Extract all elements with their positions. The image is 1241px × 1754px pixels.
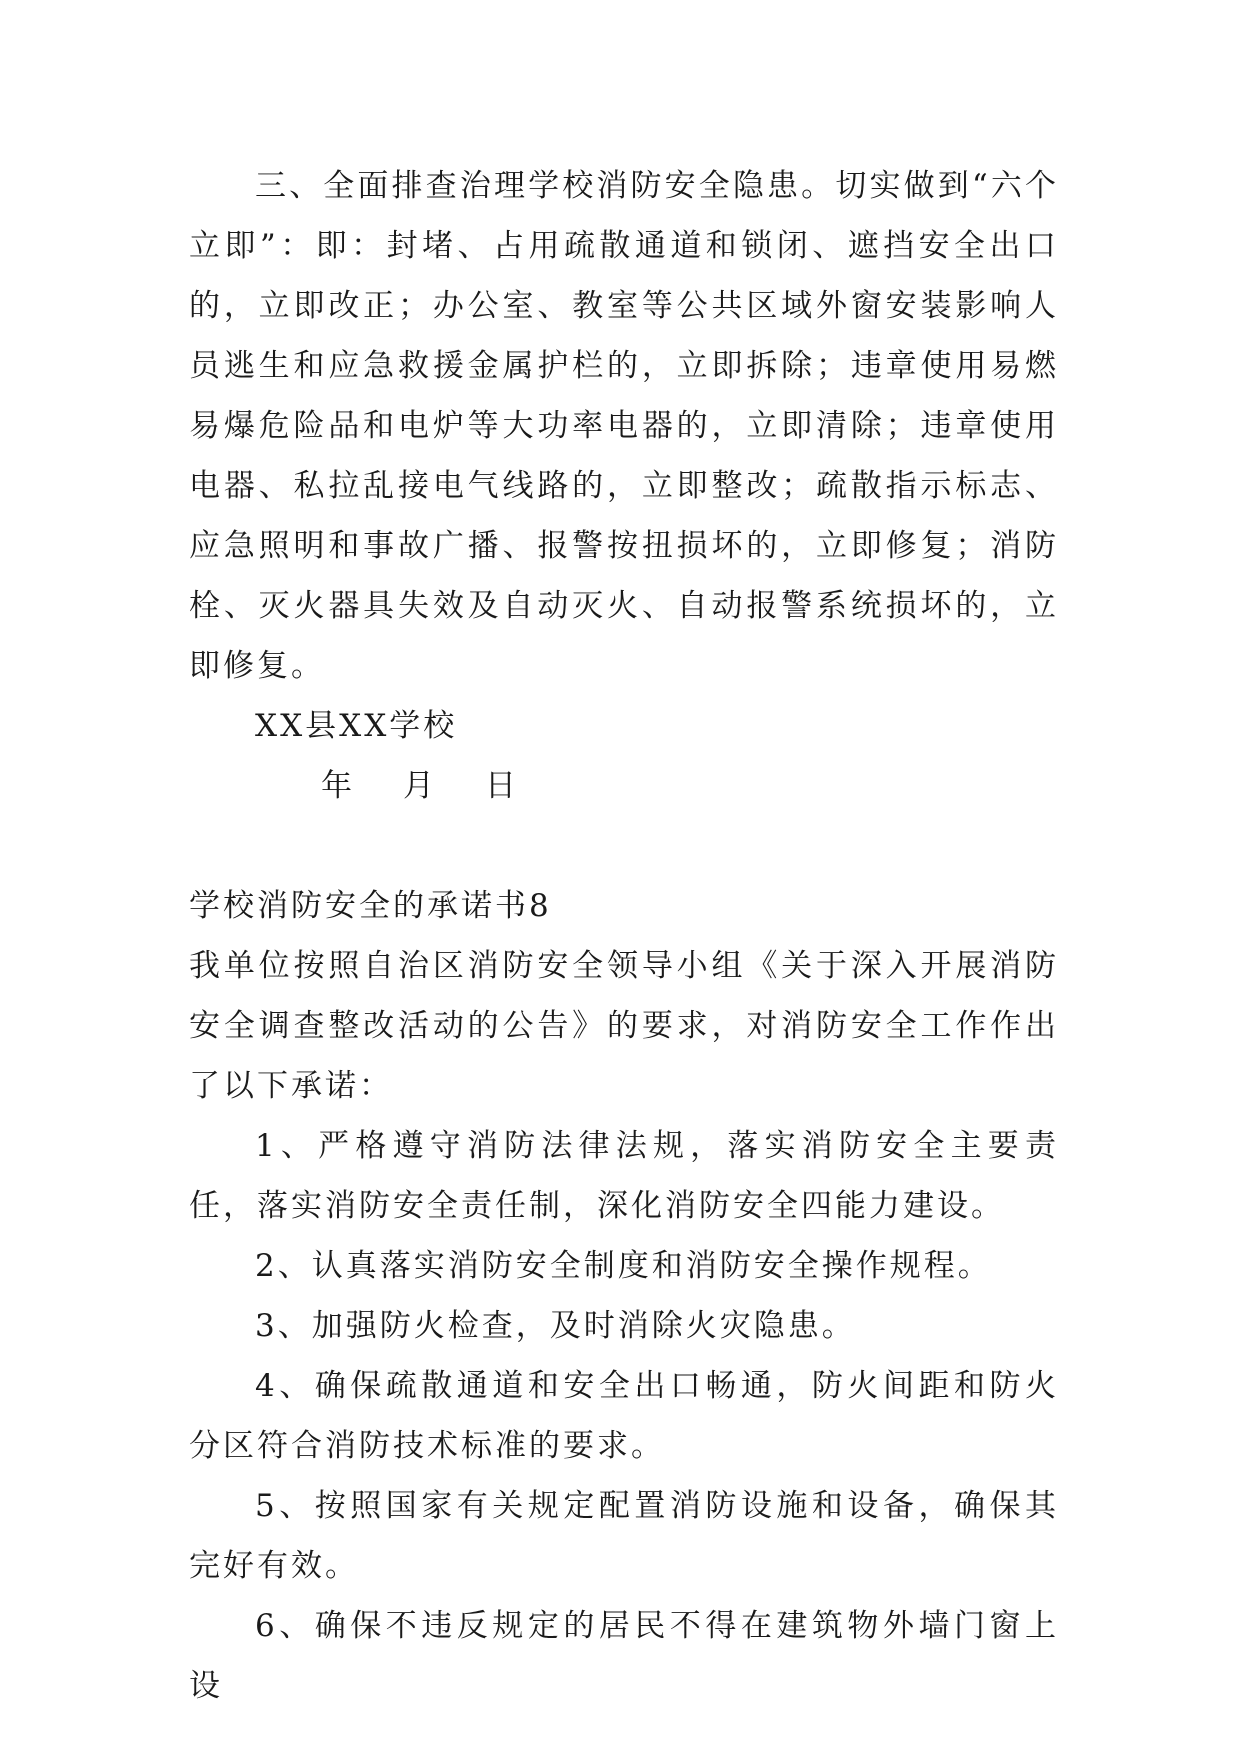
- list-item: 5、按照国家有关规定配置消防设施和设备，确保其完好有效。: [189, 1488, 1059, 1584]
- date-line: [189, 756, 1059, 816]
- signature-line: XX县XX学校: [255, 708, 458, 744]
- list-item: 2、认真落实消防安全制度和消防安全操作规程。: [255, 1248, 992, 1284]
- list-item: 6、确保不违反规定的居民不得在建筑物外墙门窗上设: [189, 1608, 1059, 1704]
- section-spacer: [189, 816, 1059, 876]
- list-item: 3、加强防火检查，及时消除火灾隐患。: [255, 1308, 856, 1344]
- document-body: [189, 156, 1059, 1716]
- date-month: 月: [403, 768, 437, 804]
- list-item: 4、确保疏散通道和安全出口畅通，防火间距和防火分区符合消防技术标准的要求。: [189, 1368, 1059, 1464]
- date-year: 年: [321, 768, 355, 804]
- paragraph-section-3: 三、全面排查治理学校消防安全隐患。切实做到“六个立即”：即：封堵、占用疏散通道和锁闭、遮挡安全出口的，立即改正；办公室、教室等公共区域外窗安装影响人员逃生和应急救援金属护栏的，立即拆除；违章使用易燃易爆危险品和电炉等大功率电器的，立即清除；违章使用电器、私拉乱接电气线路的，立即整改；疏散指示标志、应急照明和事故广播、报警按扭损坏的，立即修复；消防栓、灭火器具失效及自动灭火、自动报警系统损坏的，立即修复。: [189, 168, 1059, 684]
- intro-paragraph: 我单位按照自治区消防安全领导小组《关于深入开展消防安全调查整改活动的公告》的要求，对消防安全工作作出了以下承诺：: [189, 948, 1059, 1104]
- section-title: 学校消防安全的承诺书8: [189, 888, 552, 924]
- list-item: 1、严格遵守消防法律法规，落实消防安全主要责任，落实消防安全责任制，深化消防安全四能力建设。: [189, 1128, 1059, 1224]
- date-day: 日: [485, 768, 519, 804]
